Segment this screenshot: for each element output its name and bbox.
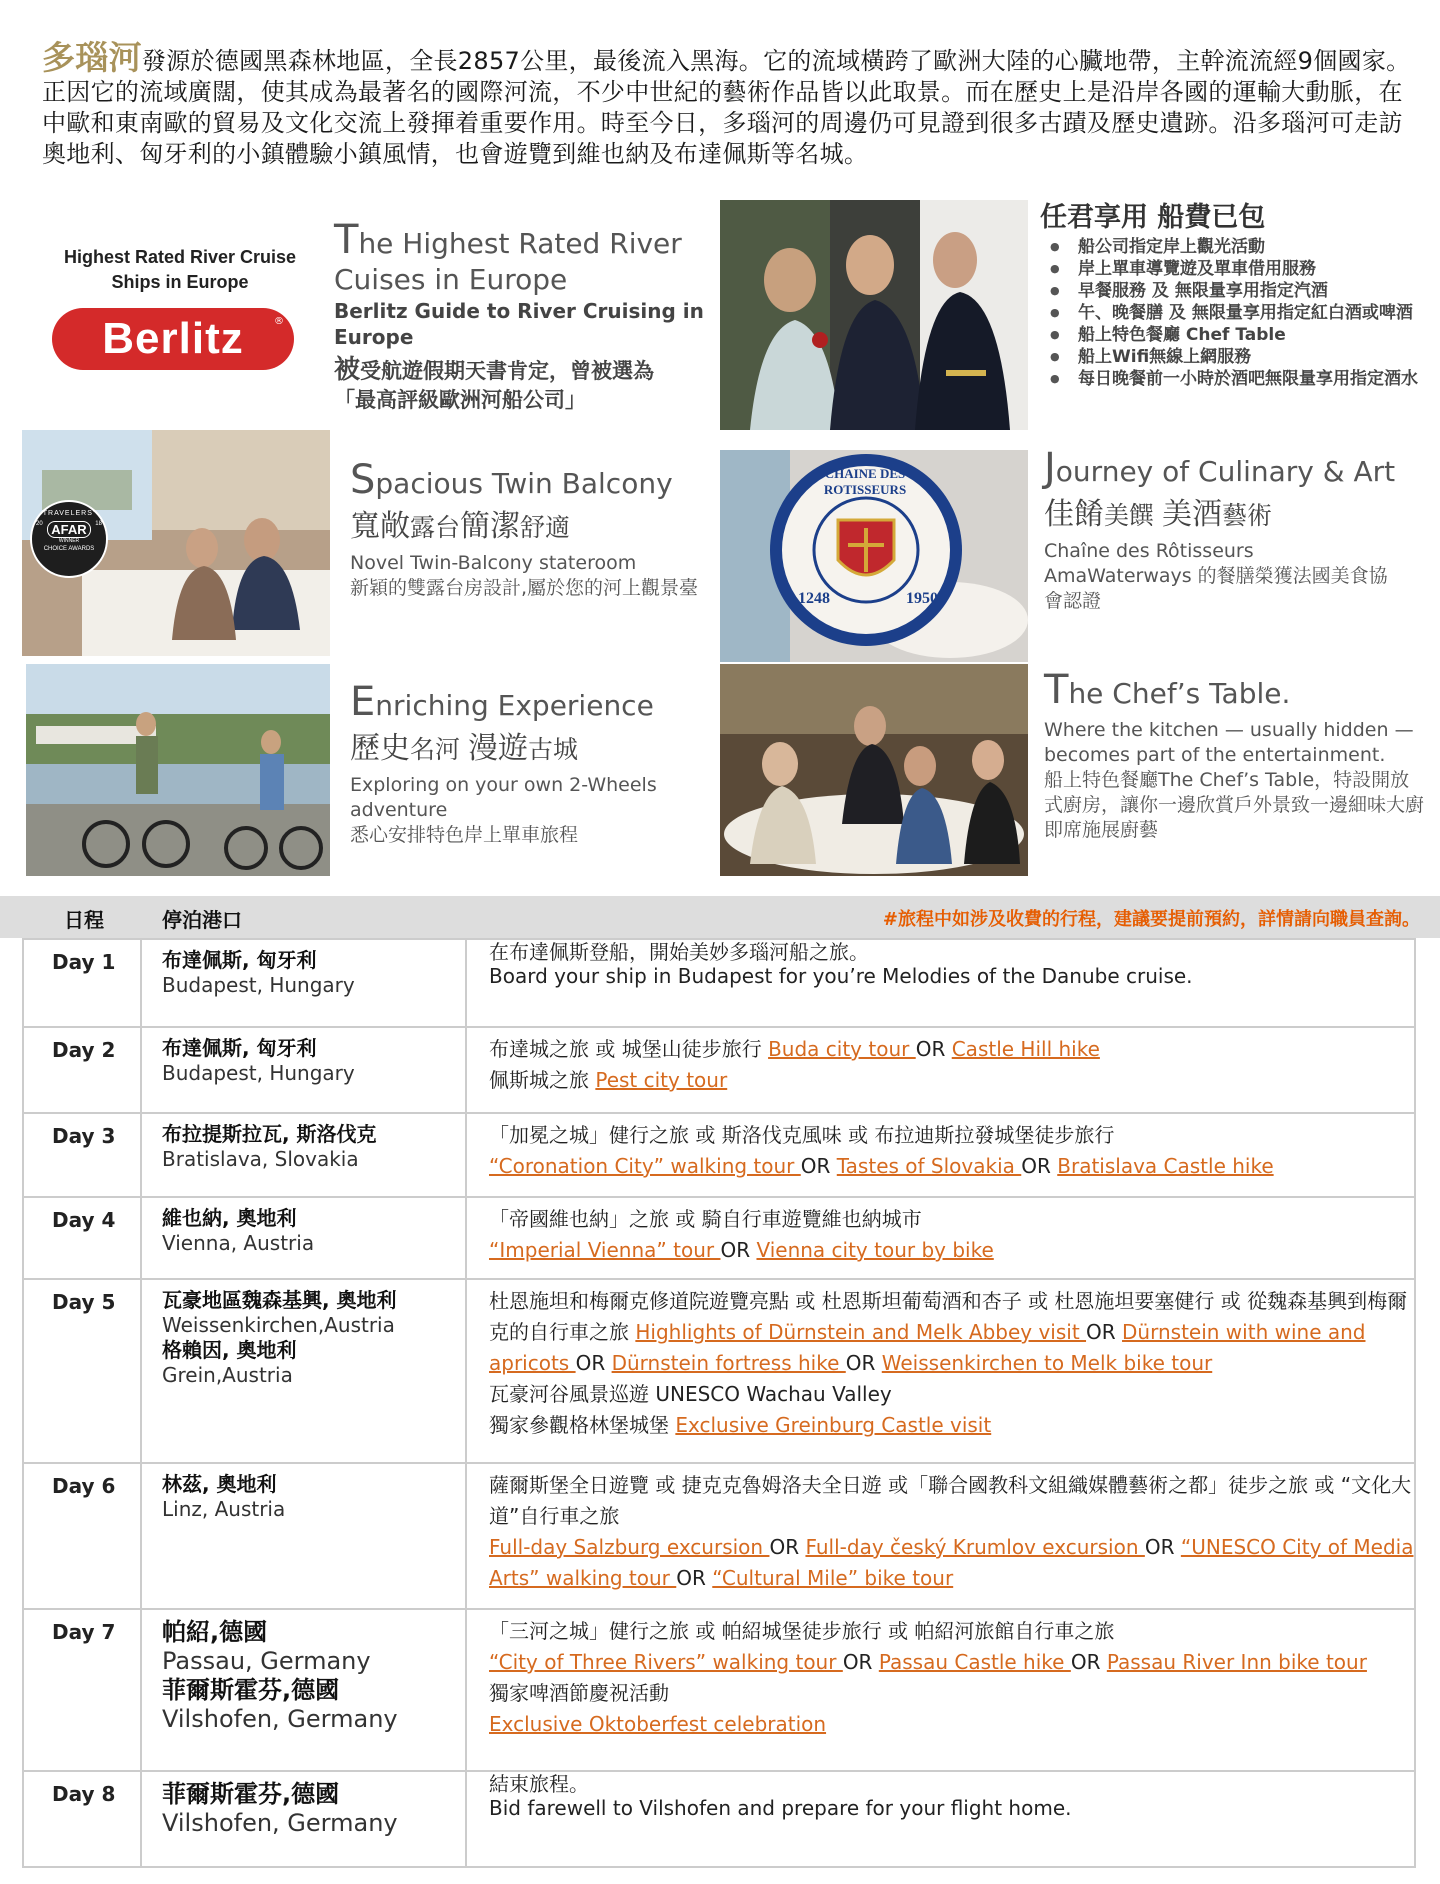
booking-note: #旅程中如涉及收費的行程，建議要提前預約，詳情請向職員查詢。: [882, 909, 1420, 930]
excursion-link[interactable]: Full-day český Krumlov excursion: [805, 1535, 1145, 1559]
chaine-year-right: 1950: [906, 590, 938, 607]
feature-heading: Enriching Experience: [350, 679, 654, 725]
feature-body: Novel Twin-Balcony stateroom 新穎的雙露台房設計,屬於您的河上觀景臺: [350, 552, 699, 599]
description-cell: 「加冕之城」健行之旅 或 斯洛伐克風味 或 布拉迪斯拉發城堡徒步旅行 “Coronation City” walking tour OR Tastes of Slovakia OR Bratislava Castle hike: [466, 1113, 1415, 1197]
table-row: [23, 1279, 1415, 1463]
feature-body: Chaîne des Rôtisseurs AmaWaterways 的餐膳榮獲法國美食協 會認證: [1044, 540, 1388, 612]
excursion-link[interactable]: Passau River Inn bike tour: [1106, 1650, 1367, 1674]
berlitz-caption-line1: Highest Rated River Cruise: [63, 247, 297, 267]
intro-highlight: 多瑙河: [42, 38, 142, 77]
stateroom-photo: [22, 430, 330, 656]
excursion-link[interactable]: Pest city tour: [595, 1068, 728, 1092]
berlitz-logo: [52, 308, 294, 370]
feature-highest-rated: [334, 217, 704, 415]
excursion-link[interactable]: Dürnstein with wine and apricots: [489, 1320, 1366, 1375]
afar-top-text: TRAVELERS': [42, 510, 96, 517]
afar-award-badge: [30, 500, 108, 578]
feature-heading: Spacious Twin Balcony: [350, 457, 673, 503]
afar-logo-text: AFAR: [47, 521, 90, 538]
excursion-link[interactable]: Exclusive Greinburg Castle visit: [675, 1413, 992, 1437]
chaine-des-rotisseurs-photo: [720, 450, 1028, 662]
table-row: [23, 1027, 1415, 1113]
port-cell: 瓦豪地區魏森基興, 奧地利 Weissenkirchen,Austria 格賴因, 奧地利 Grein,Austria: [141, 1279, 466, 1463]
day-label: Day 8: [23, 1771, 141, 1867]
day-label: Day 4: [23, 1197, 141, 1279]
description-cell: 薩爾斯堡全日遊覽 或 捷克克魯姆洛夫全日遊 或「聯合國教科文組織媒體藝術之都」徒步之旅 或 “文化大道”自行車之旅 Full-day Salzburg excursion OR Full-day český Krumlov excursion OR “UNESCO City of Media Arts” walking tour OR “Cultural Mile” bike tour: [466, 1463, 1415, 1609]
excursion-link[interactable]: Weissenkirchen to Melk bike tour: [881, 1351, 1213, 1375]
intro-paragraph: [42, 38, 1412, 170]
port-cell: 布達佩斯, 匈牙利 Budapest, Hungary: [141, 1027, 466, 1113]
cycling-photo: [26, 664, 330, 876]
feature-zh-heading: 佳餚美饌 美酒藝術: [1044, 497, 1272, 532]
itinerary-header: [0, 896, 1440, 938]
afar-year-right: 18: [95, 521, 102, 527]
feature-twin-balcony: [350, 457, 720, 601]
excursion-link[interactable]: Buda city tour: [768, 1037, 916, 1061]
excursion-link[interactable]: Bratislava Castle hike: [1057, 1154, 1274, 1178]
port-cell: 菲爾斯霍芬,德國 Vilshofen, Germany: [141, 1771, 466, 1867]
excursion-link[interactable]: “Cultural Mile” bike tour: [712, 1566, 954, 1590]
excursion-link[interactable]: Vienna city tour by bike: [756, 1238, 994, 1262]
port-cell: 布拉提斯拉瓦, 斯洛伐克 Bratislava, Slovakia: [141, 1113, 466, 1197]
afar-year-left: 20: [36, 521, 43, 527]
excursion-link[interactable]: Highlights of Dürnstein and Melk Abbey visit: [635, 1320, 1087, 1344]
excursion-link[interactable]: Castle Hill hike: [951, 1037, 1100, 1061]
day-label: Day 5: [23, 1279, 141, 1463]
feature-culinary-art: [1044, 445, 1424, 614]
col-port-header: 停泊港口: [162, 908, 242, 932]
day-label: Day 7: [23, 1609, 141, 1771]
port-cell: 維也納, 奧地利 Vienna, Austria: [141, 1197, 466, 1279]
description-cell: 布達城之旅 或 城堡山徒步旅行 Buda city tour OR Castle Hill hike 佩斯城之旅 Pest city tour: [466, 1027, 1415, 1113]
included-services: [1040, 200, 1420, 390]
table-row: [23, 1197, 1415, 1279]
included-list: [1050, 236, 1420, 390]
berlitz-registered-mark: ®: [274, 316, 284, 327]
feature-chefs-table: [1044, 667, 1425, 843]
feature-body: Exploring on your own 2-Wheels adventure 悉心安排特色岸上單車旅程: [350, 774, 657, 846]
included-item: ● 船上Wifi無線上網服務: [1050, 346, 1420, 368]
table-row: [23, 939, 1415, 1027]
table-row: [23, 1463, 1415, 1609]
feature-heading: The Chef’s Table.: [1044, 667, 1291, 713]
chefs-table-photo: [720, 664, 1028, 876]
table-row: [23, 1771, 1415, 1867]
excursion-link[interactable]: “Coronation City” walking tour: [489, 1154, 801, 1178]
feature-subheading: Berlitz Guide to River Cruising in Europe: [334, 299, 704, 349]
excursion-link[interactable]: Full-day Salzburg excursion: [489, 1535, 770, 1559]
included-item: ● 岸上單車導覽遊及單車借用服務: [1050, 258, 1420, 280]
included-item: ● 午、晚餐膳 及 無限量享用指定紅白酒或啤酒: [1050, 302, 1420, 324]
crew-welcome-photo: [720, 200, 1028, 430]
included-item: ● 每日晚餐前一小時於酒吧無限量享用指定酒水: [1050, 368, 1420, 390]
afar-bottom-text: CHOICE AWARDS: [43, 546, 95, 552]
excursion-link[interactable]: “City of Three Rivers” walking tour: [489, 1650, 843, 1674]
feature-zh-heading: 寬敞露台簡潔舒適: [350, 509, 571, 544]
description-cell: 「帝國維也納」之旅 或 騎自行車遊覽維也納城市 “Imperial Vienna” tour OR Vienna city tour by bike: [466, 1197, 1415, 1279]
day-label: Day 2: [23, 1027, 141, 1113]
port-cell: 布達佩斯, 匈牙利 Budapest, Hungary: [141, 939, 466, 1027]
description-cell: 在布達佩斯登船，開始美妙多瑙河船之旅。 Board your ship in Budapest for you’re Melodies of the Danube cruise.: [466, 939, 1415, 1027]
description-cell: 杜恩施坦和梅爾克修道院遊覽亮點 或 杜恩斯坦葡萄酒和杏子 或 杜恩施坦要塞健行 或 從魏森基興到梅爾克的自行車之旅 Highlights of Dürnstein and Melk Abbey visit OR Dürnstein with wine and apricots OR Dürnstein fortress hike OR Weissenkirchen to Melk bike tour 瓦豪河谷風景巡遊 UNESCO Wachau Valley 獨家參觀格林堡城堡 Exclusive Greinburg Castle visit: [466, 1279, 1415, 1463]
port-cell: 帕紹,德國 Passau, Germany 菲爾斯霍芬,德國 Vilshofen, Germany: [141, 1609, 466, 1771]
chaine-badge-text: [790, 466, 940, 498]
description-cell: 「三河之城」健行之旅 或 帕紹城堡徒步旅行 或 帕紹河旅館自行車之旅 “City of Three Rivers” walking tour OR Passau Castle hike OR Passau River Inn bike tour 獨家啤酒節慶祝活動 Exclusive Oktoberfest celebration: [466, 1609, 1415, 1771]
included-item: ● 早餐服務 及 無限量享用指定汽酒: [1050, 280, 1420, 302]
itinerary-table: [22, 938, 1416, 1868]
feature-zh-heading: 歷史名河 漫遊古城: [350, 731, 578, 766]
chaine-years: [798, 590, 938, 608]
day-label: Day 6: [23, 1463, 141, 1609]
berlitz-caption: [30, 245, 330, 295]
excursion-link[interactable]: Passau Castle hike: [878, 1650, 1071, 1674]
chaine-year-left: 1248: [798, 590, 830, 607]
excursion-link[interactable]: Exclusive Oktoberfest celebration: [489, 1712, 827, 1736]
included-item: ● 船上特色餐廳 Chef Table: [1050, 324, 1420, 346]
berlitz-logo-text: Berlitz: [102, 314, 244, 363]
berlitz-caption-line2: Ships in Europe: [111, 272, 249, 292]
table-row: [23, 1113, 1415, 1197]
excursion-link[interactable]: “Imperial Vienna” tour: [489, 1238, 721, 1262]
intro-text: 發源於德國黑森林地區，全長2857公里，最後流入黑海。它的流域橫跨了歐洲大陸的心臟地帶，主幹流流經9個國家。正因它的流域廣闊，使其成為最著名的國際河流，不少中世紀的藝術作品皆以此取景。而在歷史上是沿岸各國的運輸大動脈，在中歐和東南歐的貿易及文化交流上發揮着重要作用。時至今日，多瑙河的周邊仍可見證到很多古蹟及歷史遺跡。沿多瑙河可走訪奧地利、匈牙利的小鎮體驗小鎮風情，也會遊覽到維也納及布達佩斯等名城。: [42, 47, 1411, 168]
description-cell: 結束旅程。 Bid farewell to Vilshofen and prepare for your flight home.: [466, 1771, 1415, 1867]
feature-heading: Journey of Culinary & Art: [1044, 445, 1396, 491]
feature-enriching-experience: [350, 679, 720, 848]
col-day-header: 日程: [64, 908, 104, 932]
afar-winner-text: WINNER: [58, 538, 80, 544]
included-item: ● 船公司指定岸上觀光活動: [1050, 236, 1420, 258]
port-cell: 林茲, 奧地利 Linz, Austria: [141, 1463, 466, 1609]
excursion-link[interactable]: Dürnstein fortress hike: [611, 1351, 846, 1375]
feature-body: Where the kitchen — usually hidden —becomes part of the entertainment. 船上特色餐廳The Chef’s Table，特設開放式廚房，讓你一邊欣賞戶外景致一邊細味大廚即席施展廚藝: [1044, 719, 1425, 841]
feature-zh-text: 被受航遊假期天書肯定，曾被選為 「最高評級歐洲河船公司」: [334, 355, 655, 412]
table-row: [23, 1609, 1415, 1771]
included-title: 任君享用 船費已包: [1040, 202, 1266, 233]
chaine-title: CHAINE DES ROTISSEURS: [823, 466, 907, 497]
day-label: Day 3: [23, 1113, 141, 1197]
excursion-link[interactable]: “UNESCO City of Media Arts” walking tour: [489, 1535, 1414, 1590]
feature-heading: The Highest Rated River Cuises in Europe: [334, 217, 682, 296]
day-label: Day 1: [23, 939, 141, 1027]
excursion-link[interactable]: Tastes of Slovakia: [836, 1154, 1022, 1178]
